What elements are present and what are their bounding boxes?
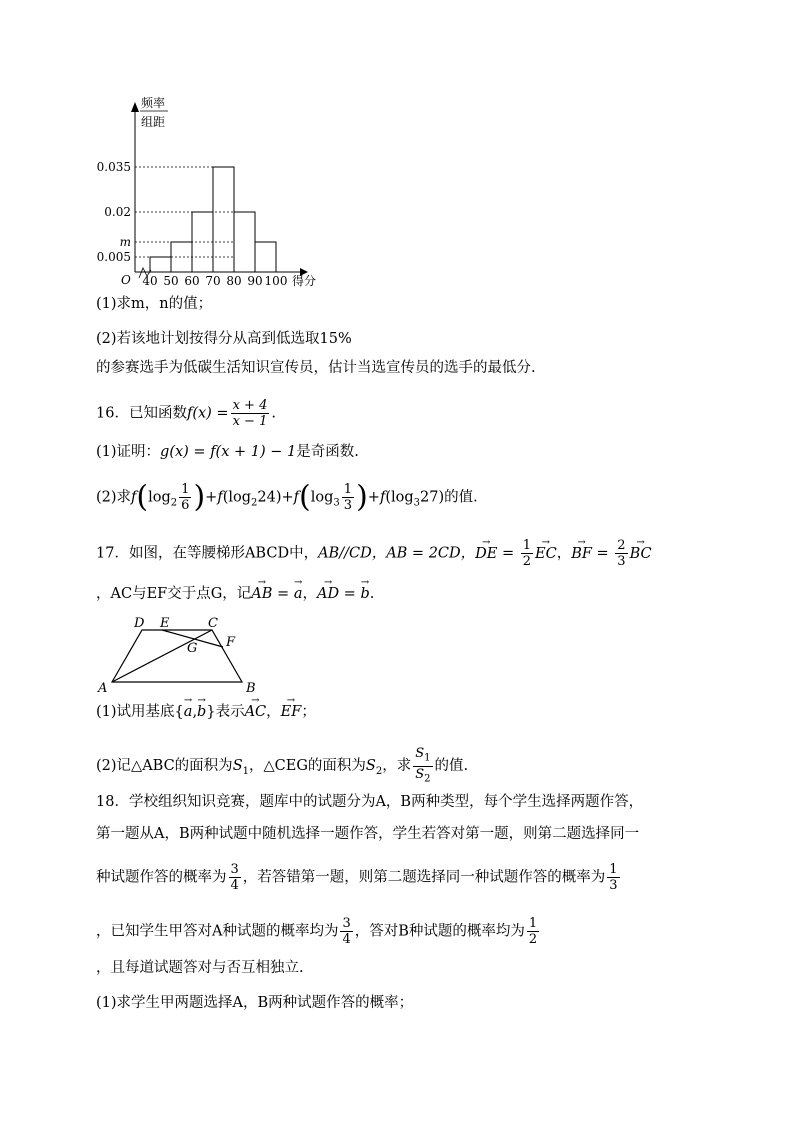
x-tick-label: 80 [226, 274, 242, 288]
y-axis-arrow [131, 102, 139, 112]
q16-stem: 16．已知函数f(x) = $\frac{x + 4}{x - 1}$ . [96, 398, 276, 429]
label-B: B [246, 681, 256, 694]
y-label-bottom: 组距 [141, 115, 166, 129]
histogram-bar [234, 212, 255, 272]
label-E: E [160, 616, 170, 631]
origin-label: O [121, 273, 131, 287]
q18-part1: (1)求学生甲两题选择A，B两种试题作答的概率； [96, 995, 414, 1011]
label-C: C [208, 616, 218, 631]
label-D: D [134, 616, 145, 631]
q17-line2: ，AC与EF交于点G，记→ AB = → a，→ AD = → b. [96, 584, 374, 604]
q17-part2: (2)记△ABC的面积为$S_1$，△CEG的面积为$S_2$，求 $\frac{S_1}{S_2}$ 的值. [96, 746, 469, 785]
histogram-bar [255, 242, 276, 272]
x-tick-label: 60 [184, 274, 200, 288]
q16-fraction: $\frac{x + 4}{x - 1}$ [232, 398, 268, 429]
histogram-chart [90, 90, 340, 290]
q17-stem: 17．如图，在等腰梯形ABCD中，AB//CD，AB = 2CD，→ DE = $\frac{1}{2}$ → EC，→ BF = $\frac{2}{3}$ → BC [96, 538, 652, 569]
y-tick-label: 0.035 [96, 160, 131, 174]
q18-line1: 18．学校组织知识竞赛，题库中的试题分为A，B两种类型，每个学生选择两题作答， [96, 794, 644, 810]
x-axis-label: 得分 [292, 274, 317, 288]
label-G: G [187, 641, 198, 656]
q18-line5: ，且每道试题答对与否互相独立. [96, 960, 304, 976]
y-tick-label: m [119, 235, 131, 249]
y-label-top: 频率 [141, 96, 166, 110]
q18-line2: 第一题从A，B两种试题中随机选择一题作答，学生若答对第一题，则第二题选择同一 [96, 826, 640, 842]
y-tick-label: 0.005 [96, 250, 131, 264]
q18-line4: ，已知学生甲答对A种试题的概率均为 $\frac{3}{4}$ ，答对B种试题的概率均为 $\frac{1}{2}$ [96, 916, 538, 947]
q15-part2a: (2)若该地计划按得分从高到低选取15% [96, 331, 352, 347]
q18-line3: 种试题作答的概率为 $\frac{3}{4}$ ，若答错第一题，则第二题选择同一种试题作答的概率为 $\frac{1}{3}$ [96, 862, 618, 893]
q16-part1: (1)证明：g(x) = f(x + 1) − 1是奇函数. [96, 444, 359, 460]
label-F: F [226, 635, 236, 650]
q15-part2b: 的参赛选手为低碳生活知识宣传员，估计当选宣传员的选手的最低分. [96, 360, 536, 376]
y-tick-label: 0.02 [104, 205, 131, 219]
trapezoid-figure [92, 612, 272, 694]
x-tick-label: 70 [205, 274, 221, 288]
q16-part2: (2)求$f(\log_2$ $\frac{1}{6}$ )$+f(\log_224)+f(\log_3$ $\frac{1}{3}$ )$+f(\log_327)$的值. [96, 479, 478, 515]
q17-part1: (1)试用基底{→ a,→ b}表示→ AC，→ EF； [96, 702, 316, 722]
x-tick-label: 40 [142, 274, 158, 288]
histogram-bar [213, 167, 234, 272]
x-tick-label: 50 [163, 274, 179, 288]
q15-part1: (1)求m，n的值； [96, 296, 213, 312]
histogram-bar [150, 257, 171, 272]
label-A: A [98, 681, 108, 694]
x-tick-label: 90 [247, 274, 263, 288]
x-tick-label: 100 [264, 274, 288, 288]
